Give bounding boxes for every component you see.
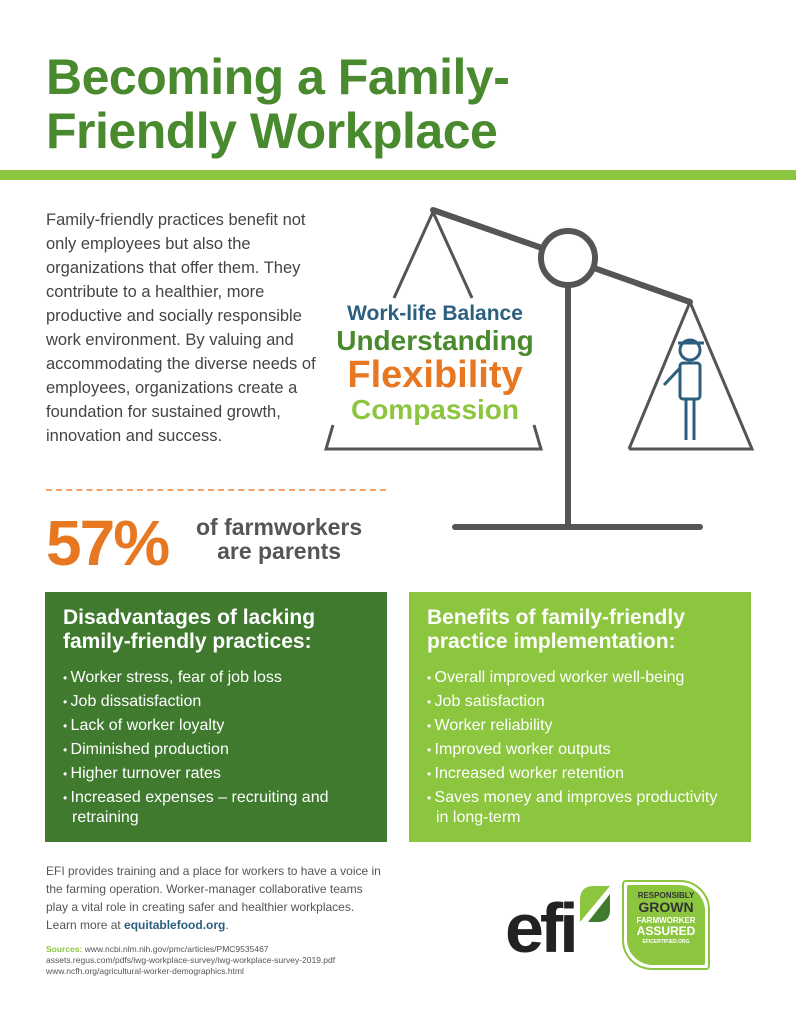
efi-leaf-icon xyxy=(578,884,612,924)
list-item: • Higher turnover rates xyxy=(63,764,369,784)
list-item: • Worker reliability xyxy=(427,716,733,736)
list-item: • Job dissatisfaction xyxy=(63,692,369,712)
disadvantages-box: Disadvantages of lacking family-friendly practices: • Worker stress, fear of job loss • Job dissatisfaction • Lack of worker loyalty • Diminished production • Higher turnover rates • Increased expenses – recruiting and retraining xyxy=(45,592,387,842)
list-item: • Overall improved worker well-being xyxy=(427,668,733,688)
list-item: • Saves money and improves productivity in long-term xyxy=(427,788,733,828)
list-item: • Increased worker retention xyxy=(427,764,733,784)
responsibly-grown-badge: RESPONSIBLY GROWN FARMWORKER ASSURED EFICERTIFIED.ORG xyxy=(622,880,710,970)
stat-value: 57% xyxy=(46,507,169,579)
equitablefood-link[interactable]: equitablefood.org xyxy=(124,918,226,932)
scale-words: Work-life Balance Understanding Flexibility Compassion xyxy=(336,302,534,425)
benefits-box: Benefits of family-friendly practice implementation: • Overall improved worker well-being • Job satisfaction • Worker reliability • Improved worker outputs • Increased worker retention • Saves money and improves productivity in long-term xyxy=(409,592,751,842)
list-item: • Lack of worker loyalty xyxy=(63,716,369,736)
stat-label: of farmworkers are parents xyxy=(196,514,363,564)
footer-text: EFI provides training and a place for workers to have a voice in the farming operation. Worker-manager collaborative teams play a vital role in creating safer and healthier workplaces. Learn more at equitablefood.org. xyxy=(46,864,381,932)
efi-logo: efi xyxy=(505,889,575,967)
list-item: • Worker stress, fear of job loss xyxy=(63,668,369,688)
intro-text: Family-friendly practices benefit not only employees but also the organizations that offer them. They contribute to a healthier, more productive and socially responsible work environment. By valuing and accommodating the diverse needs of employees, organizations create a foundation for sustained growth, innovation and success. xyxy=(46,211,316,445)
list-item: • Improved worker outputs xyxy=(427,740,733,760)
list-item: • Diminished production xyxy=(63,740,369,760)
sources: Sources: www.ncbi.nlm.nih.gov/pmc/articles/PMC9535467 assets.regus.com/pdfs/iwg-workplace-survey/iwg-workplace-survey-2019.pdf www.ncfh.org/agricultural-worker-demographics.html xyxy=(46,944,336,976)
list-item: • Increased expenses – recruiting and retraining xyxy=(63,788,369,828)
list-item: • Job satisfaction xyxy=(427,692,733,712)
page-title: Becoming a Family- Friendly Workplace xyxy=(46,49,510,159)
worker-figure-icon xyxy=(664,340,704,440)
